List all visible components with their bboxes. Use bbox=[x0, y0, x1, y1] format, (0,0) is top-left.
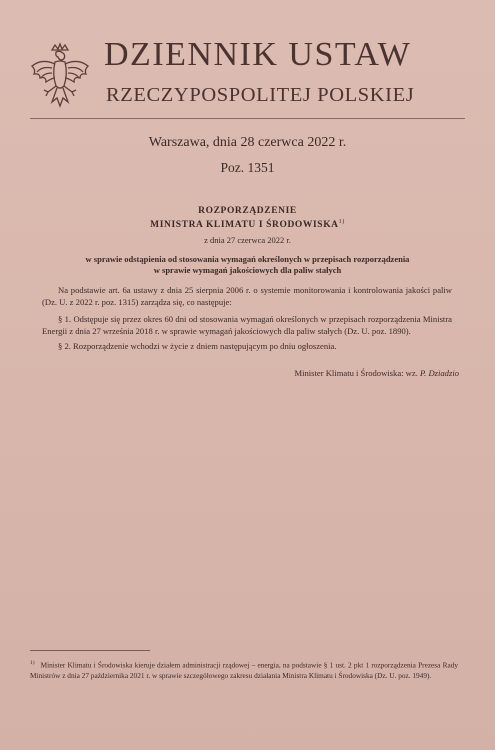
act-subject-line-2: w sprawie wymagań jakościowych dla paliw stałych bbox=[153, 265, 342, 275]
signature-role: Minister Klimatu i Środowiska: wz. bbox=[294, 368, 418, 378]
masthead-divider bbox=[30, 118, 465, 119]
act-issuer-text: MINISTRA KLIMATU I ŚRODOWISKA bbox=[150, 220, 339, 231]
position-number: Poz. 1351 bbox=[220, 160, 275, 175]
footnote-divider bbox=[30, 650, 150, 651]
act-issuer bbox=[30, 219, 465, 230]
footnote-reference: 1) bbox=[338, 219, 345, 225]
footnote-text: Minister Klimatu i Środowiska kieruje działem administracji rządowej – energia, na podstawie § 1 ust. 2 pkt 1 rozporządzenia Prezesa Rady Ministrów z dnia 27 października 2021 r. w sprawie szczegółowego zakresu działania Ministra Klimatu i Środowiska (Dz. U. poz. 1949). bbox=[30, 660, 458, 680]
act-subject-line-1: w sprawie odstąpienia od stosowania wymagań określonych w przepisach rozporządzenia bbox=[85, 254, 410, 264]
gazette-title: DZIENNIK USTAW bbox=[104, 36, 412, 73]
gazette-subtitle: RZECZYPOSPOLITEJ POLSKIEJ bbox=[106, 84, 415, 106]
footnote-mark: 1) bbox=[30, 660, 35, 666]
place-and-date: Warszawa, dnia 28 czerwca 2022 r. bbox=[148, 135, 347, 150]
paragraph-2: § 2. Rozporządzenie wchodzi w życie z dniem następującym po dniu ogłoszenia. bbox=[58, 341, 337, 351]
signature-name: P. Dziadzio bbox=[420, 368, 459, 378]
signature-block bbox=[294, 368, 459, 378]
white-eagle-emblem-icon bbox=[28, 42, 92, 114]
paragraph-1: § 1. Odstępuje się przez okres 60 dni od stosowania wymagań określonych w przepisach rozporządzenia Ministra Energii z dnia 27 września 2018 r. w sprawie wymagań jakościowych dla paliw stałych (Dz. U. poz. 1890). bbox=[42, 314, 452, 336]
footnote bbox=[30, 658, 458, 681]
act-date: z dnia 27 czerwca 2022 r. bbox=[204, 235, 291, 245]
act-type: ROZPORZĄDZENIE bbox=[198, 206, 297, 216]
masthead bbox=[28, 36, 468, 116]
preamble-paragraph: Na podstawie art. 6a ustawy z dnia 25 sierpnia 2006 r. o systemie monitorowania i kontrolowania jakości paliw (Dz. U. z 2022 r. poz. 1315) zarządza się, co następuje: bbox=[42, 285, 452, 307]
act-subject bbox=[30, 254, 465, 276]
